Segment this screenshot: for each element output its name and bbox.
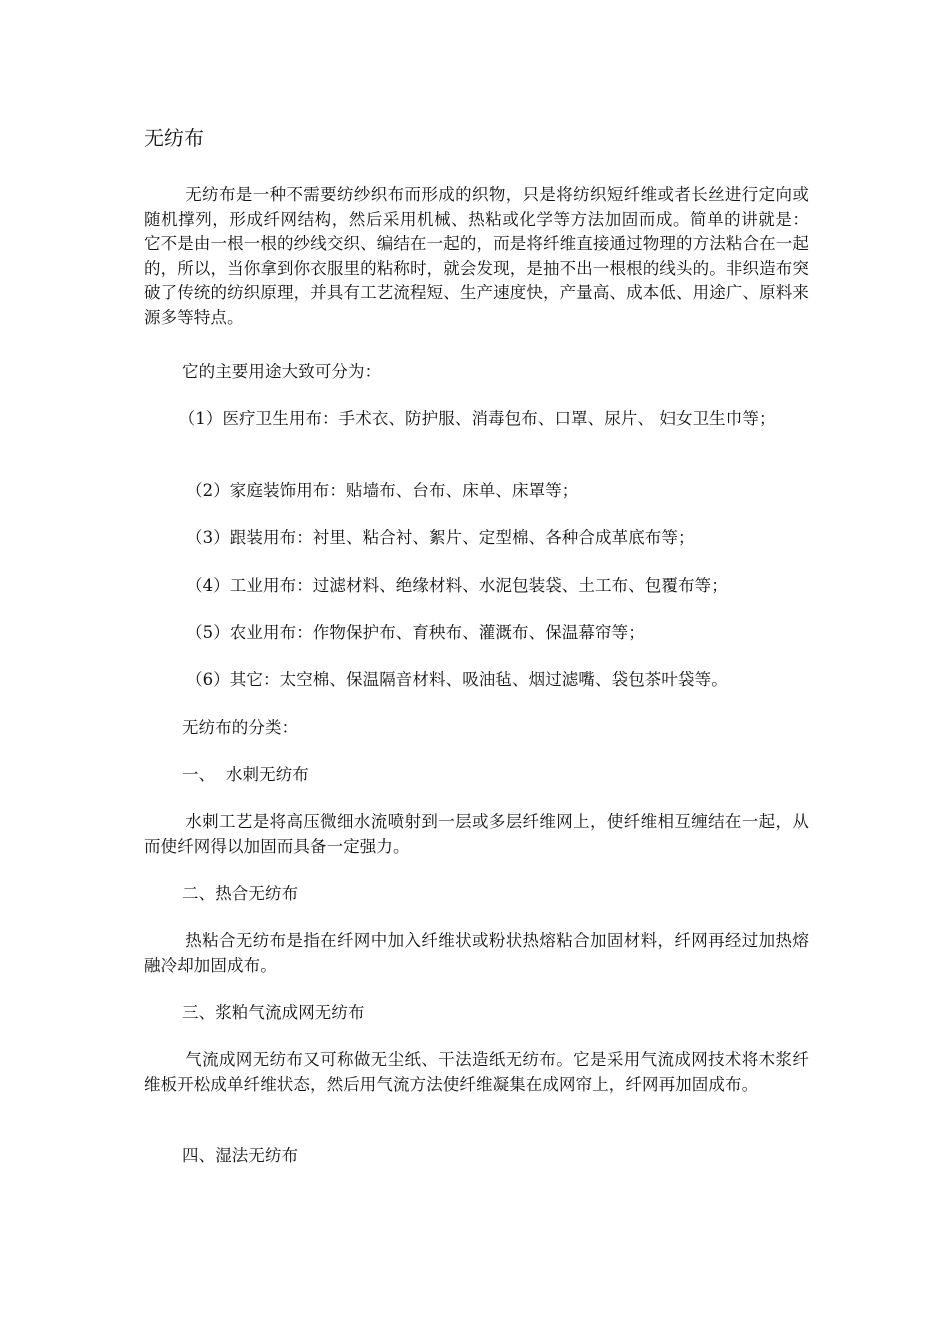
intro-paragraph: 无纺布是一种不需要纺纱织布而形成的织物，只是将纺织短纤维或者长丝进行定向或随机撑列，形成纤网结构，然后采用机械、热粘或化学等方法加固而成。简单的讲就是： 它不是由一根一根的纱线交织、编结在一起的，而是将纤维直接通过物理的方法粘合在一起的，所以，当你拿到你衣服里的粘称时，就会发现，是抽不出一根根的线头的。非织造布突破了传统的纺织原理，并具有工艺流程短、生产速度快，产量高、成本低、用途广、原料来源多等特点。 [144, 185, 809, 327]
section-body: 热粘合无纺布是指在纤网中加入纤维状或粉状热熔粘合加固材料，纤网再经过加热熔融冷却加固成布。 [144, 931, 809, 975]
use-item-3-block [144, 526, 809, 551]
section-body: 气流成网无纺布又可称做无尘纸、干法造纸无纺布。它是采用气流成网技术将木浆纤维板开松成单纤维状态，然后用气流方法使纤维凝集在成网帘上，纤网再加固成布。 [144, 1050, 809, 1094]
classification-heading-block [144, 716, 809, 741]
use-item: （4）工业用布：过滤材料、绝缘材料、水泥包装袋、土工布、包覆布等； [186, 576, 728, 595]
use-item-2-block [144, 479, 809, 504]
use-item-6-block [144, 668, 809, 693]
use-item: （6）其它：太空棉、保温隔音材料、吸油毡、烟过滤嘴、袋包茶叶袋等。 [186, 670, 728, 689]
section-heading: 四、湿法无纺布 [182, 1146, 299, 1165]
classification-heading: 无纺布的分类： [182, 718, 299, 737]
uses-heading: 它的主要用途大致可分为： [182, 362, 382, 381]
use-item-4-block [144, 574, 809, 599]
uses-heading-block [144, 360, 809, 385]
use-item: （1）医疗卫生用布：手术衣、防护服、消毒包布、口罩、尿片、 妇女卫生巾等； [178, 409, 776, 428]
section-2-body-block [144, 929, 809, 978]
use-item-5-block [144, 621, 809, 646]
section-4-heading-block [144, 1144, 809, 1169]
use-item: （2）家庭装饰用布：贴墙布、台布、床单、床罩等； [186, 481, 579, 500]
use-item: （5）农业用布：作物保护布、育秧布、灌溉布、保温幕帘等； [186, 623, 645, 642]
section-heading: 二、热合无纺布 [182, 884, 299, 903]
section-heading: 三、浆粕气流成网无纺布 [182, 1003, 365, 1022]
use-item-1-block [144, 407, 809, 432]
section-3-heading-block [144, 1001, 809, 1026]
section-1-body-block [144, 810, 809, 859]
intro-paragraph-block [144, 183, 809, 330]
section-body: 水刺工艺是将高压微细水流喷射到一层或多层纤维网上，使纤维相互缠结在一起，从而使纤网得以加固而具备一定强力。 [144, 812, 809, 856]
section-2-heading-block [144, 882, 809, 907]
use-item: （3）跟装用布：衬里、粘合衬、絮片、定型棉、各种合成革底布等； [186, 528, 695, 547]
section-1-heading-block [144, 763, 809, 788]
section-heading: 一、 水刺无纺布 [182, 765, 309, 784]
section-3-body-block [144, 1048, 809, 1097]
document-title: 无纺布 [144, 126, 204, 150]
